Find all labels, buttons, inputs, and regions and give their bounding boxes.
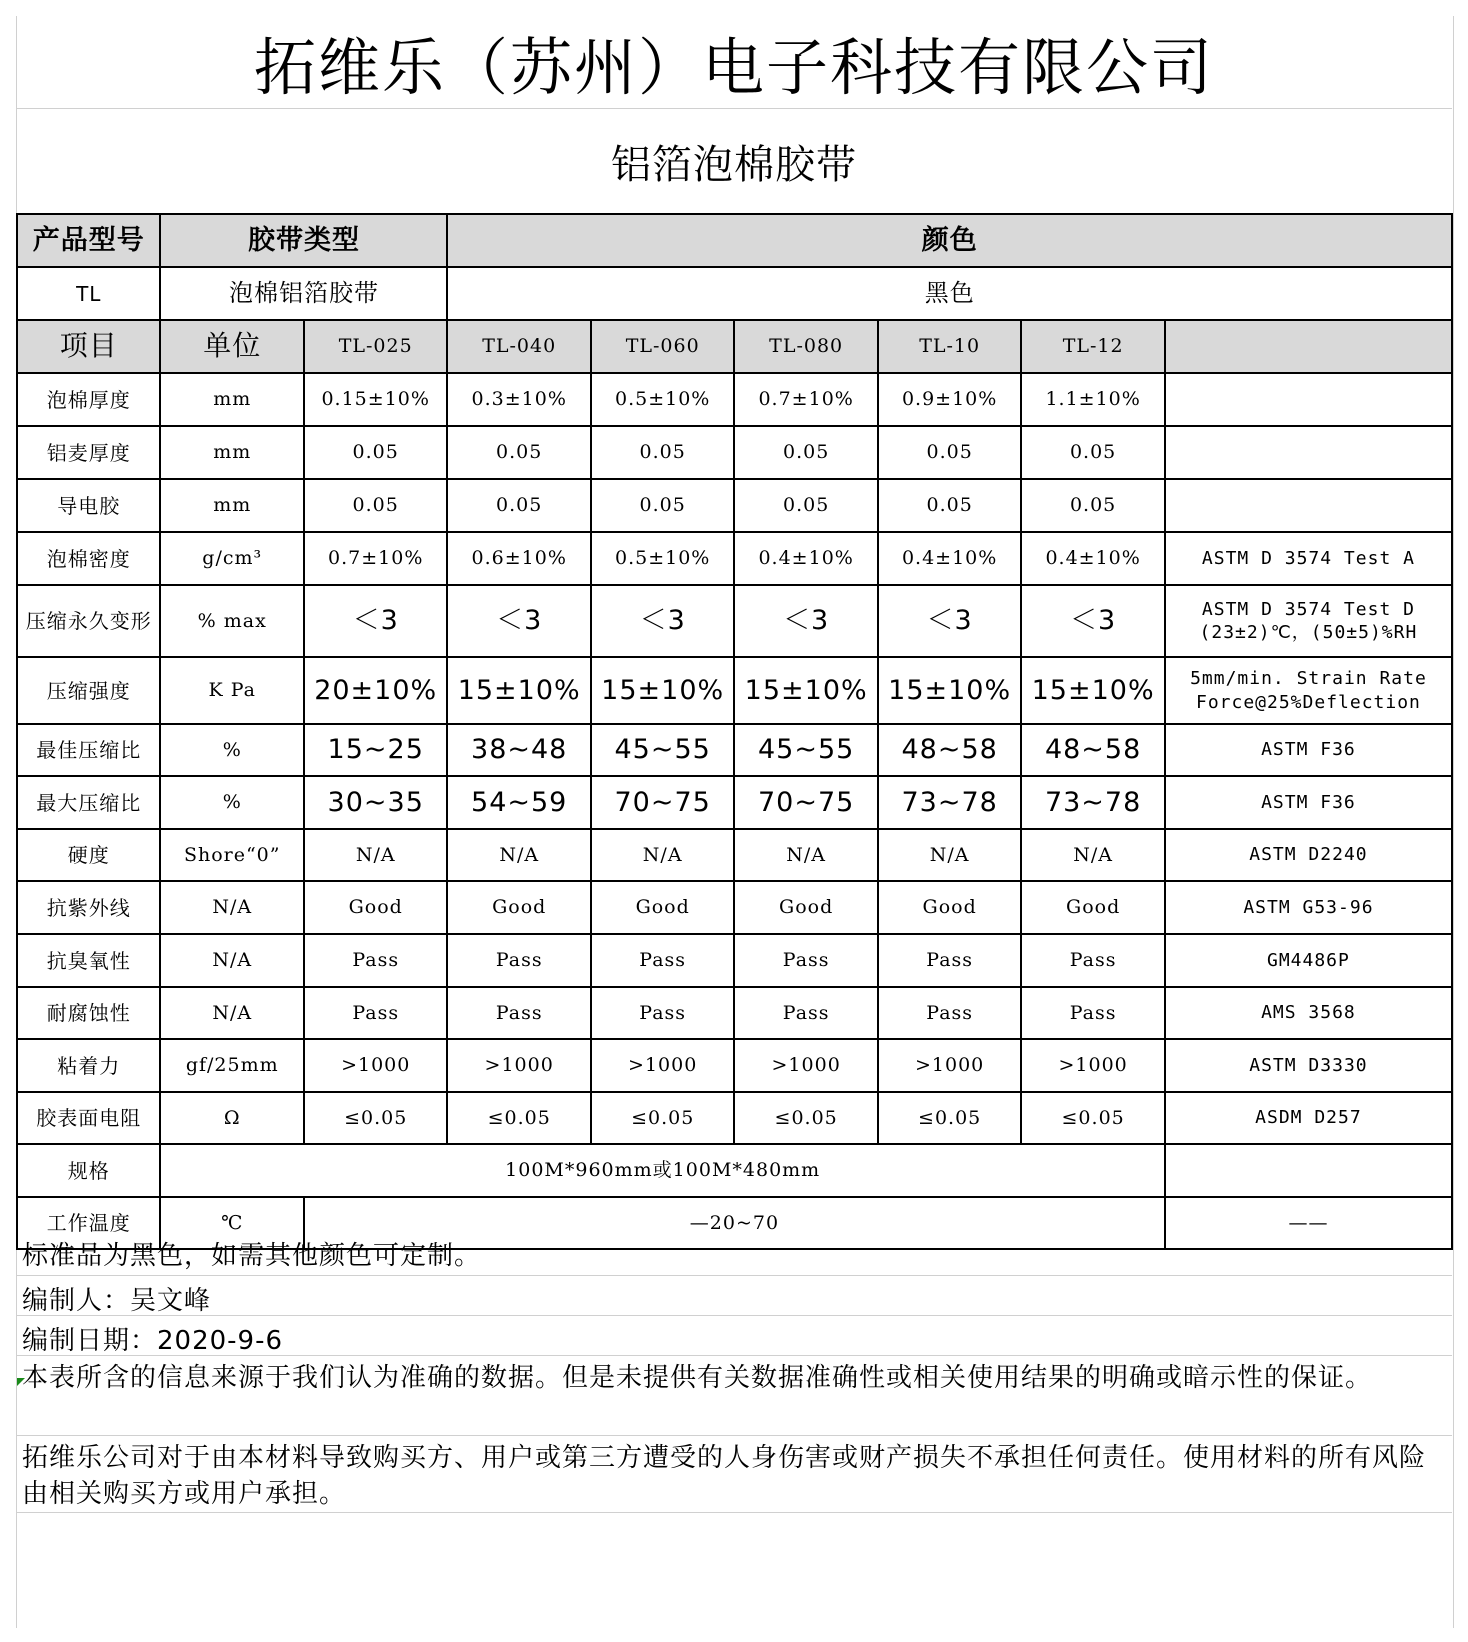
row-item-label: 胶表面电阻 [17,1092,160,1144]
row-value: ＜3 [447,585,590,657]
row-value: 73~78 [878,776,1021,829]
divider [16,1435,1452,1436]
row-test-method [1165,426,1452,479]
type-label: 胶带类型 [160,214,447,267]
divider [16,1275,1452,1276]
table-row [17,776,1452,829]
header-row [17,214,1452,267]
row-value: ＜3 [1021,585,1164,657]
row-unit: N/A [160,881,303,934]
row-item-label: 硬度 [17,829,160,881]
row-value: Pass [734,934,877,987]
row-unit: mm [160,373,303,426]
color-label: 颜色 [447,214,1452,267]
temperature-unit: ℃ [160,1197,303,1249]
table-row [17,934,1452,987]
row-value: ≤0.05 [734,1092,877,1144]
row-value: Good [591,881,734,934]
row-unit: Ω [160,1092,303,1144]
row-item-label: 压缩强度 [17,657,160,724]
row-value: >1000 [1021,1039,1164,1092]
row-value: N/A [734,829,877,881]
item-header: 项目 [17,320,160,373]
row-value: ＜3 [734,585,877,657]
row-item-label: 泡棉厚度 [17,373,160,426]
row-value: 0.7±10% [734,373,877,426]
row-item-label: 最佳压缩比 [17,724,160,776]
row-unit: % [160,776,303,829]
row-value: 48~58 [878,724,1021,776]
row-test-method: ASTM D 3574 Test A [1165,532,1452,585]
row-value: Good [878,881,1021,934]
row-value: 0.05 [878,426,1021,479]
row-value: Good [447,881,590,934]
row-value: 0.5±10% [591,373,734,426]
disclaimer-accuracy: 本表所含的信息来源于我们认为准确的数据。但是未提供有关数据准确性或相关使用结果的明确或暗示性的保证。 [22,1363,1373,1393]
row-value: ＜3 [591,585,734,657]
note-standard: 标准品为黑色，如需其他颜色可定制。 [22,1241,482,1271]
model-header: TL-040 [447,320,590,373]
row-value: 0.05 [591,426,734,479]
row-item-label: 最大压缩比 [17,776,160,829]
row-value: 0.5±10% [591,532,734,585]
row-unit: N/A [160,934,303,987]
row-value: 0.6±10% [447,532,590,585]
temperature-method: —— [1165,1197,1452,1249]
row-value: Pass [447,987,590,1039]
spec-row [17,1144,1452,1197]
row-value: ≤0.05 [304,1092,447,1144]
company-name: 拓维乐（苏州）电子科技有限公司 [16,16,1452,109]
row-test-method: ASTM D3330 [1165,1039,1452,1092]
row-value: 0.4±10% [878,532,1021,585]
row-value: ＜3 [304,585,447,657]
row-value: 15±10% [1021,657,1164,724]
row-value: ≤0.05 [591,1092,734,1144]
row-item-label: 粘着力 [17,1039,160,1092]
row-value: 0.05 [447,479,590,532]
row-value: 70~75 [734,776,877,829]
row-unit: K Pa [160,657,303,724]
table-row [17,373,1452,426]
row-value: Good [304,881,447,934]
product-title: 铝箔泡棉胶带 [611,141,857,188]
temperature-label: 工作温度 [17,1197,160,1249]
row-value: >1000 [304,1039,447,1092]
type-value: 泡棉铝箔胶带 [160,267,447,320]
row-unit: % [160,724,303,776]
row-value: ≤0.05 [447,1092,590,1144]
row-test-method: AMS 3568 [1165,987,1452,1039]
row-value: Pass [734,987,877,1039]
row-value: 1.1±10% [1021,373,1164,426]
row-test-method [1165,373,1452,426]
row-value: Pass [304,934,447,987]
row-test-method: ASTM G53-96 [1165,881,1452,934]
row-value: >1000 [447,1039,590,1092]
row-unit: % max [160,585,303,657]
table-row [17,829,1452,881]
row-value: 0.15±10% [304,373,447,426]
spec-value: 100M*960mm或100M*480mm [160,1144,1164,1197]
row-value: ≤0.05 [1021,1092,1164,1144]
row-value: Good [734,881,877,934]
row-value: Pass [1021,987,1164,1039]
row-value: 0.05 [878,479,1021,532]
row-item-label: 导电胶 [17,479,160,532]
row-value: 20±10% [304,657,447,724]
row-item-label: 铝麦厚度 [17,426,160,479]
row-item-label: 压缩永久变形 [17,585,160,657]
model-value: TL [17,267,160,320]
model-header: TL-10 [878,320,1021,373]
row-value: N/A [1021,829,1164,881]
row-value: 30~35 [304,776,447,829]
disclaimer-liability: 拓维乐公司对于由本材料导致购买方、用户或第三方遭受的人身伤害或财产损失不承担任何责任。使用材料的所有风险由相关购买方或用户承担。 [22,1443,1427,1509]
row-test-method: GM4486P [1165,934,1452,987]
row-value: Pass [878,987,1021,1039]
row-value: Pass [1021,934,1164,987]
row-value: 15±10% [591,657,734,724]
row-value: 0.05 [591,479,734,532]
row-value: N/A [878,829,1021,881]
row-value: Pass [591,934,734,987]
table-row [17,426,1452,479]
row-value: ≤0.05 [878,1092,1021,1144]
row-value: 0.05 [304,426,447,479]
row-item-label: 耐腐蚀性 [17,987,160,1039]
row-value: 15±10% [878,657,1021,724]
table-row [17,1092,1452,1144]
row-value: N/A [591,829,734,881]
table-row [17,585,1452,657]
row-value: 45~55 [591,724,734,776]
table-row [17,724,1452,776]
model-label: 产品型号 [17,214,160,267]
table-row [17,1039,1452,1092]
row-value: ＜3 [878,585,1021,657]
spec-method [1165,1144,1452,1197]
row-value: Pass [447,934,590,987]
row-item-label: 抗臭氧性 [17,934,160,987]
row-value: 0.7±10% [304,532,447,585]
row-item-label: 抗紫外线 [17,881,160,934]
row-value: 70~75 [591,776,734,829]
row-value: >1000 [734,1039,877,1092]
row-value: 15~25 [304,724,447,776]
row-test-method: ASTM F36 [1165,776,1452,829]
row-value: 15±10% [447,657,590,724]
row-test-method: ASTM F36 [1165,724,1452,776]
table-row [17,532,1452,585]
row-value: 0.4±10% [734,532,877,585]
row-unit: N/A [160,987,303,1039]
note-date: 编制日期：2020-9-6 [22,1326,284,1356]
row-value: 15±10% [734,657,877,724]
row-value: >1000 [878,1039,1021,1092]
row-test-method: ASTM D 3574 Test D (23±2)℃，(50±5)%RH [1165,585,1452,657]
row-unit: mm [160,426,303,479]
row-value: 0.3±10% [447,373,590,426]
row-value: N/A [304,829,447,881]
row-value: 0.05 [304,479,447,532]
spec-table [16,213,1453,1250]
column-header-row [17,320,1452,373]
row-value: Good [1021,881,1164,934]
row-value: 54~59 [447,776,590,829]
product-row [17,267,1452,320]
row-test-method: ASTM D2240 [1165,829,1452,881]
row-value: 0.4±10% [1021,532,1164,585]
row-value: 48~58 [1021,724,1164,776]
table-row [17,987,1452,1039]
spec-table-body [17,214,1452,1249]
row-value: >1000 [591,1039,734,1092]
color-value: 黑色 [447,267,1452,320]
row-test-method [1165,479,1452,532]
row-unit: Shore“0” [160,829,303,881]
row-unit: gf/25mm [160,1039,303,1092]
table-row [17,657,1452,724]
unit-header: 单位 [160,320,303,373]
row-value: 45~55 [734,724,877,776]
row-value: 0.9±10% [878,373,1021,426]
model-header: TL-12 [1021,320,1164,373]
row-unit: g/cm³ [160,532,303,585]
note-author: 编制人：吴文峰 [22,1286,212,1316]
row-value: 73~78 [1021,776,1164,829]
table-row [17,479,1452,532]
row-test-method: ASDM D257 [1165,1092,1452,1144]
row-value: 38~48 [447,724,590,776]
row-value: 0.05 [734,426,877,479]
row-value: 0.05 [447,426,590,479]
row-value: Pass [304,987,447,1039]
row-value: 0.05 [1021,426,1164,479]
row-unit: mm [160,479,303,532]
table-row [17,881,1452,934]
temperature-value: —20~70 [304,1197,1165,1249]
divider [16,1512,1452,1513]
row-item-label: 泡棉密度 [17,532,160,585]
row-value: 0.05 [1021,479,1164,532]
row-value: N/A [447,829,590,881]
divider [16,1315,1452,1316]
row-value: Pass [878,934,1021,987]
method-header [1165,320,1452,373]
row-test-method: 5mm/min. Strain Rate Force@25%Deflection [1165,657,1452,724]
model-header: TL-025 [304,320,447,373]
row-value: Pass [591,987,734,1039]
model-header: TL-080 [734,320,877,373]
model-header: TL-060 [591,320,734,373]
spec-label: 规格 [17,1144,160,1197]
row-value: 0.05 [734,479,877,532]
